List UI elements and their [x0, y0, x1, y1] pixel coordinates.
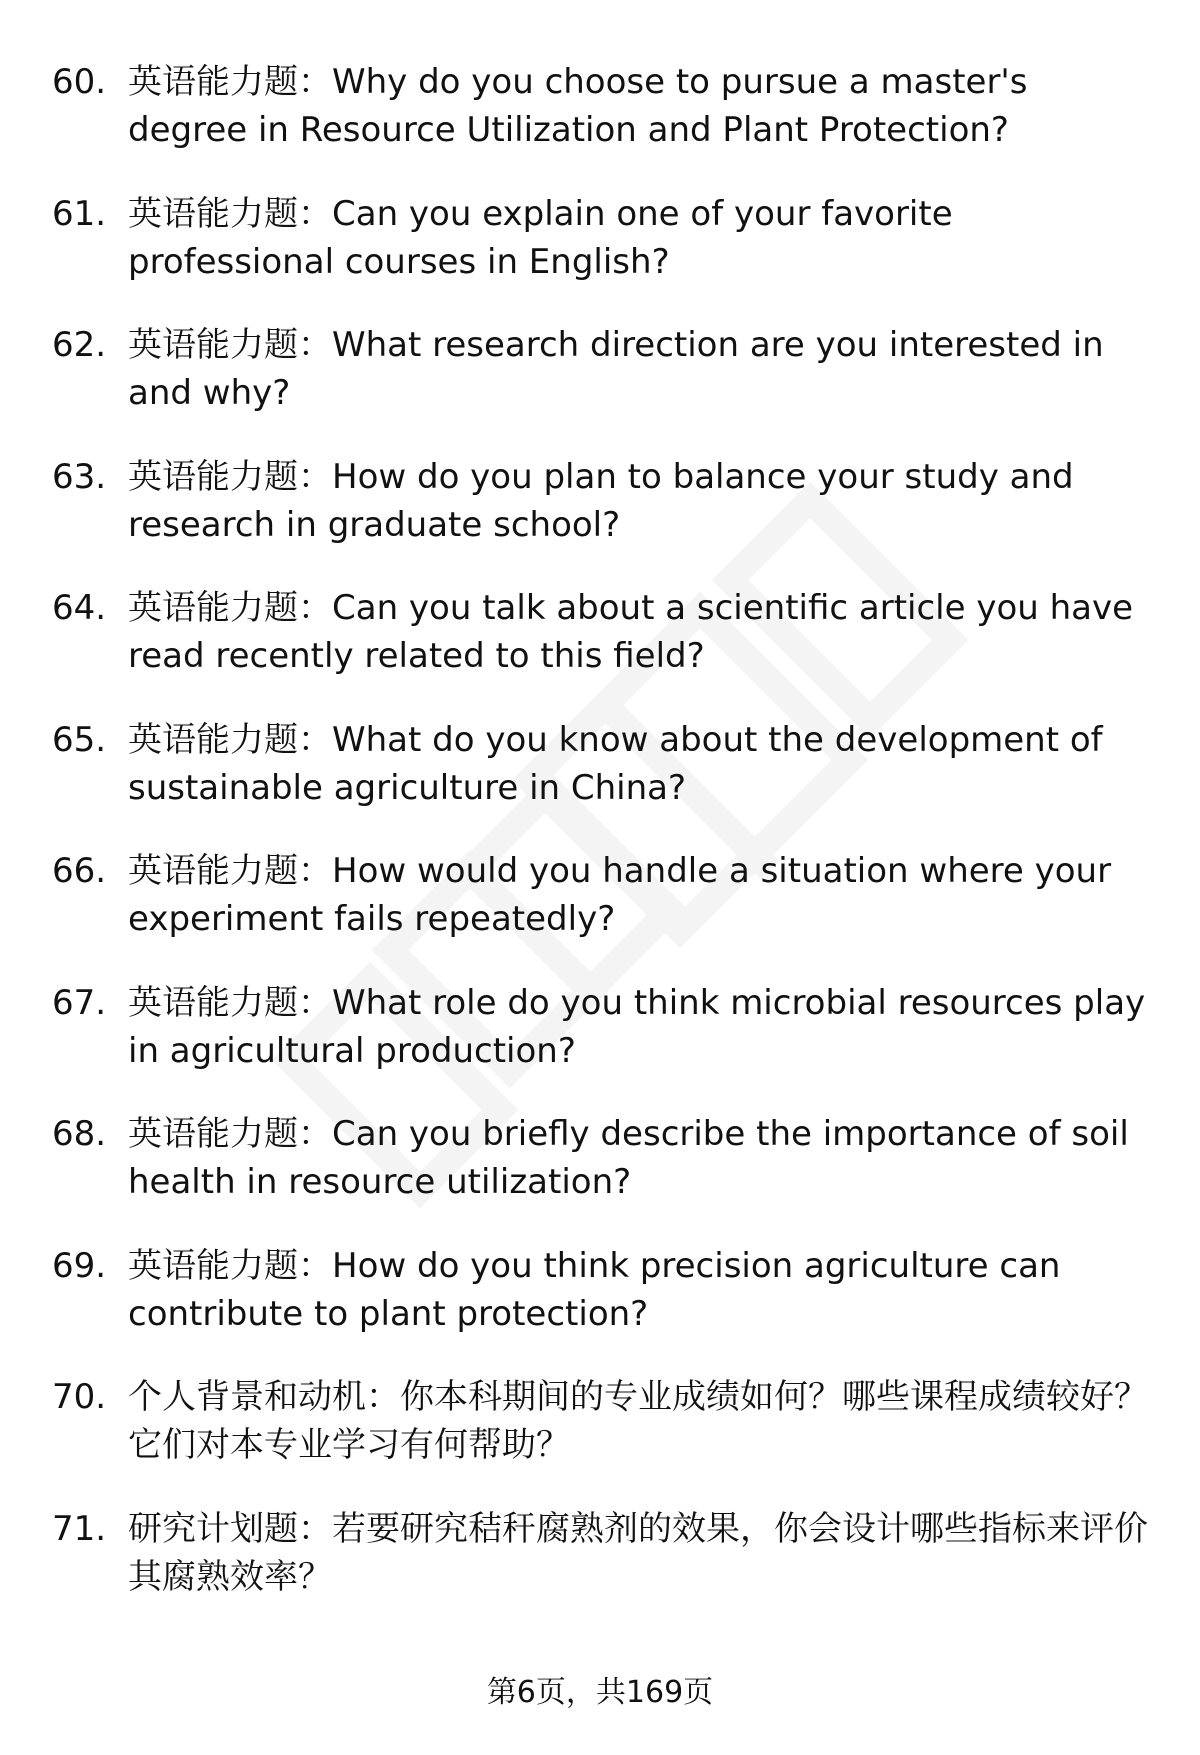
question-item — [0, 1505, 1200, 1637]
question-number: 61. — [52, 193, 107, 234]
question-number: 69. — [52, 1245, 107, 1286]
question-number: 66. — [52, 851, 107, 891]
question-text: 英语能力题：How would you handle a situation where your experiment fails repeatedly? — [128, 851, 1112, 939]
question-item — [0, 321, 1200, 453]
question-number: 64. — [52, 588, 107, 628]
question-number: 71. — [52, 1508, 107, 1549]
question-number: 68. — [52, 1114, 107, 1154]
page-number: 第6页，共169页 — [486, 1675, 714, 1710]
question-item — [0, 716, 1200, 848]
question-number: 70. — [52, 1377, 107, 1417]
question-item — [0, 847, 1200, 979]
question-item — [0, 1242, 1200, 1374]
question-text: 英语能力题：Can you explain one of your favorite professional courses in English? — [128, 193, 953, 282]
question-item — [0, 584, 1200, 716]
question-number: 65. — [52, 719, 107, 760]
question-text: 英语能力题：How do you think precision agriculture can contribute to plant protection? — [128, 1245, 1061, 1334]
question-number: 60. — [52, 62, 107, 102]
question-number: 67. — [52, 982, 107, 1023]
question-text: 英语能力题：Why do you choose to pursue a master's degree in Resource Utilization and Plant Protection? — [128, 62, 1028, 150]
question-text: 英语能力题：Can you talk about a scientific article you have read recently related to this field? — [128, 588, 1134, 676]
question-item — [0, 190, 1200, 322]
question-number: 62. — [52, 325, 107, 365]
question-text: 英语能力题：What research direction are you interested in and why? — [128, 325, 1104, 413]
question-item — [0, 58, 1200, 190]
question-item — [0, 979, 1200, 1111]
question-text: 英语能力题：How do you plan to balance your study and research in graduate school? — [128, 456, 1074, 545]
question-number: 63. — [52, 456, 107, 497]
question-list — [0, 58, 1200, 1636]
question-item — [0, 453, 1200, 585]
question-text: 研究计划题：若要研究秸秆腐熟剂的效果，你会设计哪些指标来评价其腐熟效率？ — [128, 1508, 1148, 1597]
question-text: 个人背景和动机：你本科期间的专业成绩如何？哪些课程成绩较好？它们对本专业学习有何帮助？ — [128, 1377, 1148, 1465]
question-text: 英语能力题：Can you briefly describe the importance of soil health in resource utilization? — [128, 1114, 1129, 1202]
question-text: 英语能力题：What do you know about the development of sustainable agriculture in China? — [128, 719, 1103, 808]
question-text: 英语能力题：What role do you think microbial resources play in agricultural production? — [128, 982, 1146, 1071]
question-item — [0, 1110, 1200, 1242]
question-item — [0, 1373, 1200, 1505]
